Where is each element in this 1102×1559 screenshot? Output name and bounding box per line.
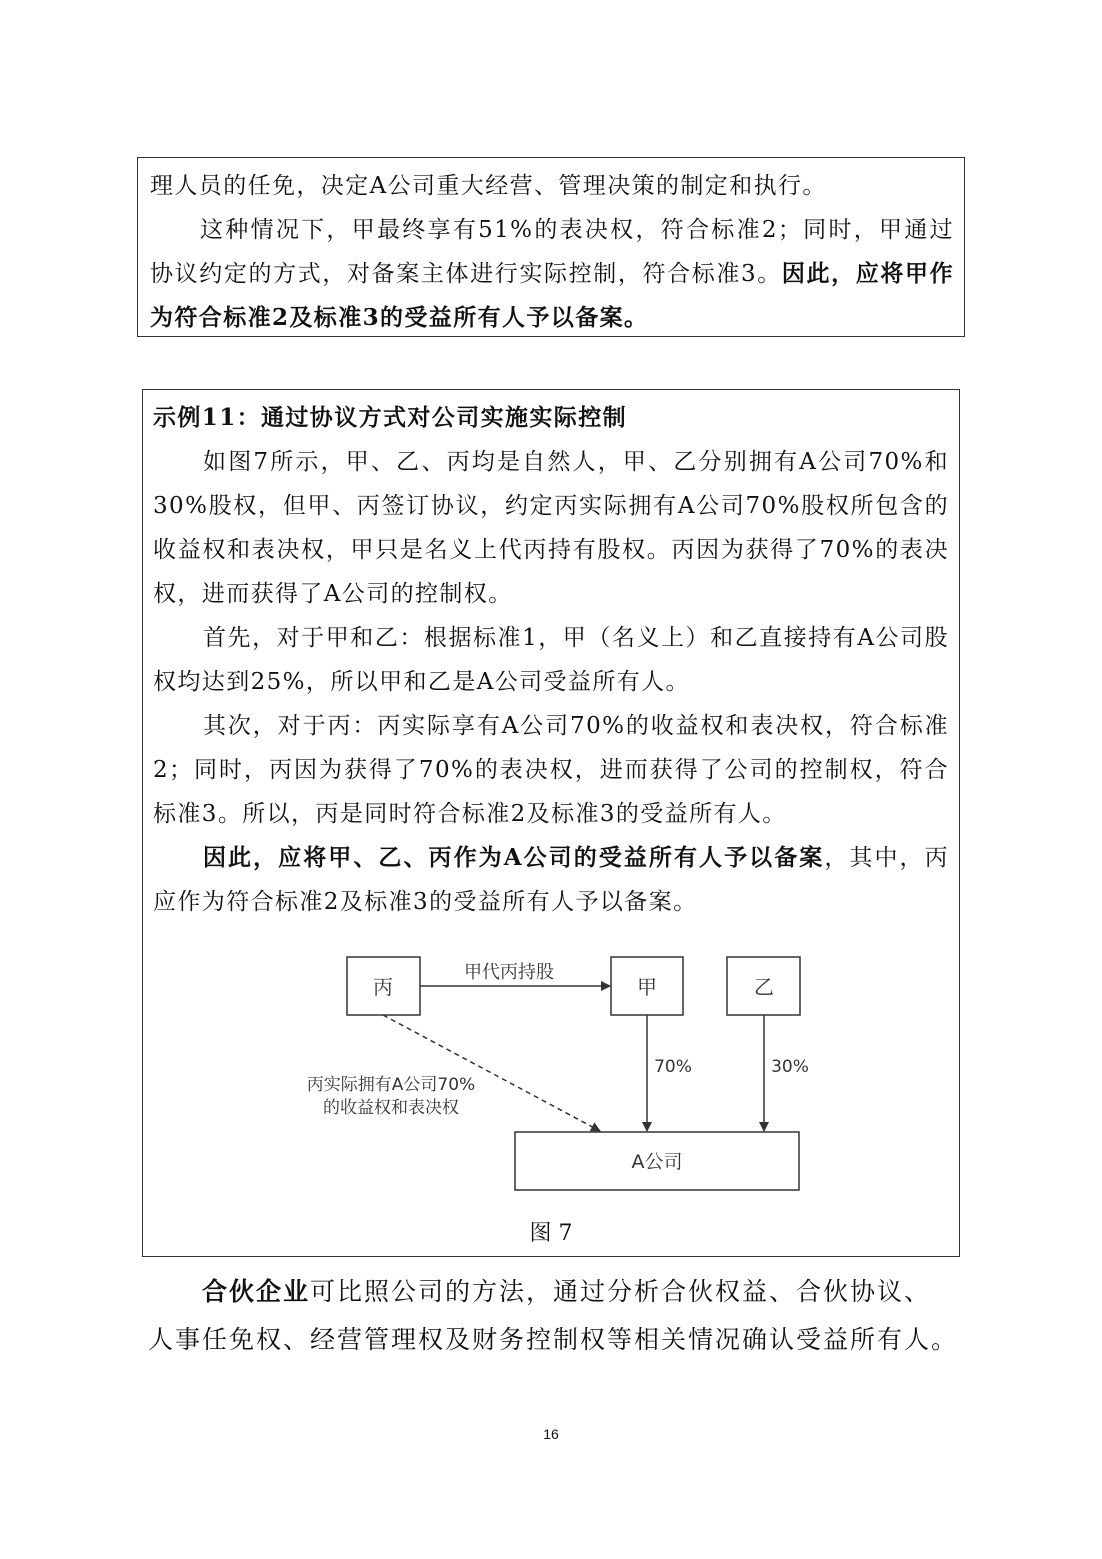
box1-line1: 理人员的任免，决定A公司重大经营、管理决策的制定和执行。 <box>150 173 827 199</box>
example-11-conclusion-bold: 因此，应将甲、乙、丙作为A公司的受益所有人予以备案 <box>203 844 825 871</box>
jia-percent-label: 70% <box>654 1057 692 1077</box>
figure-caption: 图 7 <box>529 1221 573 1246</box>
node-yi-label: 乙 <box>754 975 774 999</box>
box1-paragraph-text: 这种情况下，甲最终享有51%的表决权，符合标准2；同时，甲通过协议约定的方式，对备案主体进行实际控制，符合标准3。 <box>150 217 954 287</box>
dashed-arrow-label-line1: 丙实际拥有A公司70% <box>306 1075 476 1095</box>
example-11-para2: 首先，对于甲和乙：根据标准1，甲（名义上）和乙直接持有A公司股权均达到25%，所以甲和乙是A公司受益所有人。 <box>153 625 949 695</box>
example-11-title: 示例11：通过协议方式对公司实施实际控制 <box>153 404 628 431</box>
yi-percent-label: 30% <box>771 1057 809 1077</box>
partnership-text: 可比照公司的方法，通过分析合伙权益、合伙协议、人事任免权、经营管理权及财务控制权等相关情况确认受益所有人。 <box>148 1277 959 1354</box>
node-jia-label: 甲 <box>637 975 657 999</box>
example-11-para3: 其次，对于丙：丙实际享有A公司70%的收益权和表决权，符合标准2；同时，丙因为获得了70%的表决权，进而获得了公司的控制权，符合标准3。所以，丙是同时符合标准2及标准3的受益所有人。 <box>153 713 949 827</box>
proxy-arrow-label: 甲代丙持股 <box>464 962 554 983</box>
ownership-diagram <box>143 390 961 1258</box>
node-company-label: A公司 <box>631 1151 683 1173</box>
example-11-box <box>142 389 960 1257</box>
box1-paragraph <box>150 208 954 340</box>
page-number: 16 <box>543 1426 559 1442</box>
example-11-para1: 如图7所示，甲、乙、丙均是自然人，甲、乙分别拥有A公司70%和30%股权，但甲、丙签订协议，约定丙实际拥有A公司70%股权所包含的收益权和表决权，甲只是名义上代丙持有股权。丙因为获得了70%的表决权，进而获得了A公司的控制权。 <box>153 449 949 607</box>
node-bing-label: 丙 <box>373 975 393 999</box>
example-continuation-box <box>137 157 965 337</box>
example-11-conclusion-text: ，其中，丙应作为符合标准2及标准3的受益所有人予以备案。 <box>153 845 949 915</box>
partnership-paragraph <box>148 1268 958 1364</box>
dashed-arrow-label-line2: 的收益权和表决权 <box>323 1098 459 1118</box>
partnership-bold-term: 合伙企业 <box>202 1277 311 1306</box>
box1-conclusion-bold: 因此，应将甲作为符合标准2及标准3的受益所有人予以备案。 <box>150 260 954 331</box>
